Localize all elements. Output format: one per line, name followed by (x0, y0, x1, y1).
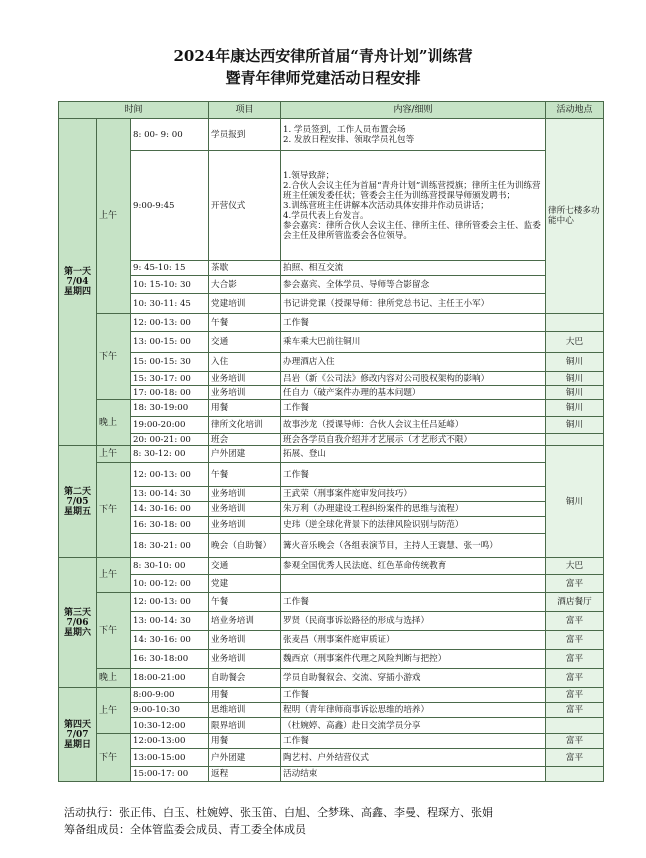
content-cell (281, 417, 546, 434)
table-row (59, 767, 604, 782)
content-line: 活动结束 (283, 769, 318, 779)
location-cell: 铜川 (546, 417, 604, 434)
content-line: 任自力（破产案件办理的基本问题） (283, 387, 421, 398)
header-item: 项目 (209, 102, 281, 119)
time-cell: 13:00-15:00 (131, 749, 209, 767)
time-cell: 10: 00-12: 00 (131, 575, 209, 593)
table-header-row (59, 102, 604, 119)
time-cell: 18:00-21:00 (131, 669, 209, 688)
content-line: 参会嘉宾：律所合伙人会议主任、律所主任、律所管委会主任、监委会主任及律所管监委会各位领导。 (283, 220, 541, 241)
header-content: 内容/细则 (281, 102, 546, 119)
footer-executors: 活动执行：张正伟、白玉、杜婉婷、张玉笛、白旭、仝梦珠、高鑫、李曼、程琛方、张娟 (64, 806, 493, 819)
content-cell (281, 314, 546, 332)
table-row (59, 463, 604, 487)
location-cell: 铜川 (546, 446, 604, 558)
location-cell: 大巴 (546, 558, 604, 575)
period-cell: 上午 (97, 446, 131, 463)
table-row (59, 650, 604, 669)
item-cell: 业务培训 (209, 487, 281, 502)
content-cell (281, 294, 546, 314)
content-line: 罗贤（民商事诉讼路径的形成与选择） (283, 616, 430, 626)
time-cell: 9: 45-10: 15 (131, 261, 209, 276)
item-cell: 学员报到 (209, 119, 281, 151)
location-cell: 铜川 (546, 400, 604, 417)
content-line: 学员自助餐叙会、交流、穿插小游戏 (283, 673, 421, 683)
table-row (59, 353, 604, 372)
time-cell: 20: 00-21: 00 (131, 434, 209, 446)
location-cell: 富平 (546, 650, 604, 669)
item-cell: 茶歇 (209, 261, 281, 276)
content-cell (281, 534, 546, 558)
content-line: 篝火音乐晚会（各组表演节目，主持人王寰慧、张一鸣） (283, 540, 498, 551)
table-row (59, 703, 604, 718)
table-row (59, 593, 604, 612)
table-row (59, 558, 604, 575)
item-cell: 户外团建 (209, 446, 281, 463)
item-cell: 培业务培训 (209, 612, 281, 631)
time-cell: 8:00-9:00 (131, 688, 209, 703)
item-cell: 用餐 (209, 400, 281, 417)
document-title: 2024年康达西安律所首届“青舟计划”训练营 (173, 47, 473, 65)
content-line: 2.合伙人会议主任为首届“青舟计划”训练营授旗；律所主任为训练营班主任颁发委任状；管委会主任为训练营授课导师颁发聘书； (283, 180, 541, 201)
content-cell (281, 734, 546, 749)
day-cell: 第三天 7/06 星期六 (59, 558, 97, 688)
item-cell: 业务培训 (209, 386, 281, 400)
table-row (59, 749, 604, 767)
time-cell: 18: 30-19:00 (131, 400, 209, 417)
time-cell: 8: 30-10: 00 (131, 558, 209, 575)
day-cell: 第二天 7/05 星期五 (59, 446, 97, 558)
content-line: 朱万利（办理建设工程纠纷案件的思维与流程） (283, 504, 464, 514)
content-cell (281, 669, 546, 688)
item-cell: 午餐 (209, 463, 281, 487)
time-cell: 17: 00-18: 00 (131, 386, 209, 400)
time-cell: 14: 30-16: 00 (131, 502, 209, 517)
time-cell: 13: 00-15: 00 (131, 332, 209, 353)
table-row (59, 502, 604, 517)
content-cell (281, 650, 546, 669)
time-cell: 12: 00-13: 00 (131, 463, 209, 487)
content-cell (281, 353, 546, 372)
content-cell (281, 276, 546, 294)
location-cell: 富平 (546, 734, 604, 749)
document-subtitle: 暨青年律师党建活动日程安排 (225, 69, 421, 87)
content-cell (281, 487, 546, 502)
table-row (59, 261, 604, 276)
period-cell: 下午 (97, 593, 131, 669)
period-cell: 下午 (97, 734, 131, 782)
time-cell: 10: 15-10: 30 (131, 276, 209, 294)
content-line: 王武荣（刑事案件庭审发问技巧） (283, 489, 412, 499)
content-line: 参观全国优秀人民法庭、红色革命传统教育 (283, 561, 447, 571)
content-line: 3.训练营班主任讲解本次活动具体安排并作动员讲话； (283, 200, 489, 211)
time-cell: 16: 30-18:00 (131, 650, 209, 669)
item-cell: 党建培训 (209, 294, 281, 314)
content-cell (281, 517, 546, 534)
location-cell: 富平 (546, 749, 604, 767)
content-line: 办理酒店入住 (283, 357, 335, 367)
table-row (59, 631, 604, 650)
content-cell (281, 718, 546, 734)
content-cell (281, 400, 546, 417)
content-line: 故事沙龙（授课导师：合伙人会议主任吕延峰） (283, 420, 464, 430)
period-cell: 下午 (97, 463, 131, 558)
table-row (59, 417, 604, 434)
location-cell: 大巴 (546, 332, 604, 353)
content-cell (281, 446, 546, 463)
content-line: 工作餐 (283, 403, 309, 413)
item-cell: 限界培训 (209, 718, 281, 734)
content-line: 工作餐 (283, 736, 309, 746)
table-row (59, 517, 604, 534)
table-row (59, 434, 604, 446)
item-cell: 业务培训 (209, 372, 281, 386)
time-cell: 13: 00-14: 30 (131, 612, 209, 631)
content-cell (281, 612, 546, 631)
item-cell: 律所文化培训 (209, 417, 281, 434)
location-cell (546, 314, 604, 332)
content-line: 陶艺村、户外结营仪式 (283, 752, 369, 763)
item-cell: 党建 (209, 575, 281, 593)
item-cell: 用餐 (209, 734, 281, 749)
item-cell: 开营仪式 (209, 151, 281, 261)
time-cell: 12:00-13:00 (131, 734, 209, 749)
content-cell (281, 502, 546, 517)
table-row (59, 688, 604, 703)
table-row (59, 446, 604, 463)
item-cell: 业务培训 (209, 502, 281, 517)
content-line: 4.学员代表上台发言。 (283, 210, 369, 221)
period-cell: 晚上 (97, 400, 131, 446)
time-cell: 15:00-17: 00 (131, 767, 209, 782)
location-cell: 铜川 (546, 372, 604, 386)
time-cell: 18: 30-21: 00 (131, 534, 209, 558)
item-cell: 交通 (209, 332, 281, 353)
table-row (59, 314, 604, 332)
table-row (59, 534, 604, 558)
period-cell: 晚上 (97, 669, 131, 688)
location-cell: 富平 (546, 631, 604, 650)
table-row (59, 612, 604, 631)
time-cell: 10: 30-11: 45 (131, 294, 209, 314)
content-cell (281, 575, 546, 593)
item-cell: 用餐 (209, 688, 281, 703)
table-row (59, 575, 604, 593)
content-line: 工作餐 (283, 690, 309, 700)
time-cell: 16: 30-18: 00 (131, 517, 209, 534)
content-cell (281, 593, 546, 612)
table-row (59, 400, 604, 417)
time-cell: 13: 00-14: 30 (131, 487, 209, 502)
footer-preparatory-members: 筹备组成员：全体管监委会成员、青工委全体成员 (64, 823, 306, 836)
content-line: 吕岩（新《公司法》修改内容对公司股权架构的影响） (283, 373, 490, 384)
period-cell: 上午 (97, 119, 131, 314)
item-cell: 午餐 (209, 593, 281, 612)
content-cell (281, 372, 546, 386)
item-cell: 业务培训 (209, 517, 281, 534)
location-cell (546, 767, 604, 782)
location-cell: 富平 (546, 669, 604, 688)
location-cell (546, 434, 604, 446)
time-cell: 12: 00-13: 00 (131, 314, 209, 332)
table-row (59, 487, 604, 502)
day-cell: 第一天 7/04 星期四 (59, 119, 97, 446)
content-cell (281, 703, 546, 718)
item-cell: 晚会（自助餐） (209, 534, 281, 558)
item-cell: 思维培训 (209, 703, 281, 718)
schedule-table (58, 101, 604, 782)
content-line: 参会嘉宾、全体学员、导师等合影留念 (283, 279, 430, 290)
time-cell: 9:00-9:45 (131, 151, 209, 261)
content-line: 张麦昌（刑事案件庭审质证） (283, 635, 395, 645)
time-cell: 15: 30-17: 00 (131, 372, 209, 386)
item-cell: 返程 (209, 767, 281, 782)
header-time: 时间 (59, 102, 209, 119)
location-cell: 富平 (546, 612, 604, 631)
table-row (59, 372, 604, 386)
location-cell: 铜川 (546, 353, 604, 372)
location-cell: 富平 (546, 575, 604, 593)
content-cell (281, 332, 546, 353)
content-line: 1.领导致辞； (283, 170, 335, 181)
time-cell: 9:00-10:30 (131, 703, 209, 718)
time-cell: 19:00-20:00 (131, 417, 209, 434)
day-cell: 第四天 7/07 星期日 (59, 688, 97, 782)
location-cell: 铜川 (546, 386, 604, 400)
item-cell: 业务培训 (209, 631, 281, 650)
location-cell: 富平 (546, 703, 604, 718)
content-line: 工作餐 (283, 597, 309, 607)
time-cell: 8: 30-12: 00 (131, 446, 209, 463)
content-cell (281, 151, 546, 261)
location-cell: 律所七楼多功能中心 (546, 119, 604, 314)
content-line: 拓展、登山 (283, 449, 326, 459)
location-cell: 酒店餐厅 (546, 593, 604, 612)
time-cell: 8: 00- 9: 00 (131, 119, 209, 151)
item-cell: 午餐 (209, 314, 281, 332)
header-location: 活动地点 (546, 102, 604, 119)
content-line: 程明（青年律师商事诉讼思维的培养） (283, 705, 430, 715)
time-cell: 15: 00-15: 30 (131, 353, 209, 372)
content-cell (281, 261, 546, 276)
content-line: 书记讲党课（授课导师：律所党总书记、主任王小军） (283, 298, 490, 309)
content-line: 2. 发放日程安排、领取学员礼包等 (283, 134, 415, 145)
content-cell (281, 749, 546, 767)
table-row (59, 734, 604, 749)
content-cell (281, 386, 546, 400)
item-cell: 自助餐会 (209, 669, 281, 688)
content-cell (281, 434, 546, 446)
time-cell: 10:30-12:00 (131, 718, 209, 734)
table-row (59, 669, 604, 688)
content-line: 工作餐 (283, 469, 309, 480)
time-cell: 12: 00-13: 00 (131, 593, 209, 612)
content-cell (281, 767, 546, 782)
content-line: 史玮（逆全球化背景下的法律风险识别与防范） (283, 520, 464, 530)
content-cell (281, 688, 546, 703)
content-line: （杜婉婷、高鑫）赴日交流学员分享 (283, 720, 421, 731)
table-row (59, 119, 604, 151)
table-row (59, 276, 604, 294)
content-cell (281, 631, 546, 650)
content-cell (281, 558, 546, 575)
content-line: 班会各学员自我介绍并才艺展示（才艺形式不限） (283, 434, 473, 445)
item-cell: 交通 (209, 558, 281, 575)
content-cell (281, 119, 546, 151)
table-row (59, 294, 604, 314)
table-row (59, 332, 604, 353)
table-row (59, 386, 604, 400)
content-line: 乘车乘大巴前往铜川 (283, 337, 361, 347)
item-cell: 业务培训 (209, 650, 281, 669)
content-line: 工作餐 (283, 317, 309, 328)
period-cell: 上午 (97, 558, 131, 593)
item-cell: 班会 (209, 434, 281, 446)
table-row (59, 151, 604, 261)
location-cell: 富平 (546, 688, 604, 703)
time-cell: 14: 30-16: 00 (131, 631, 209, 650)
content-line: 1. 学员签到，工作人员布置会场 (283, 124, 406, 135)
period-cell: 下午 (97, 314, 131, 400)
period-cell: 上午 (97, 688, 131, 734)
location-cell (546, 718, 604, 734)
table-row (59, 718, 604, 734)
content-line: 拍照、相互交流 (283, 263, 344, 273)
content-cell (281, 463, 546, 487)
content-line: 魏西京（刑事案件代理之风险判断与把控） (283, 654, 447, 664)
item-cell: 户外团建 (209, 749, 281, 767)
item-cell: 大合影 (209, 276, 281, 294)
item-cell: 入住 (209, 353, 281, 372)
